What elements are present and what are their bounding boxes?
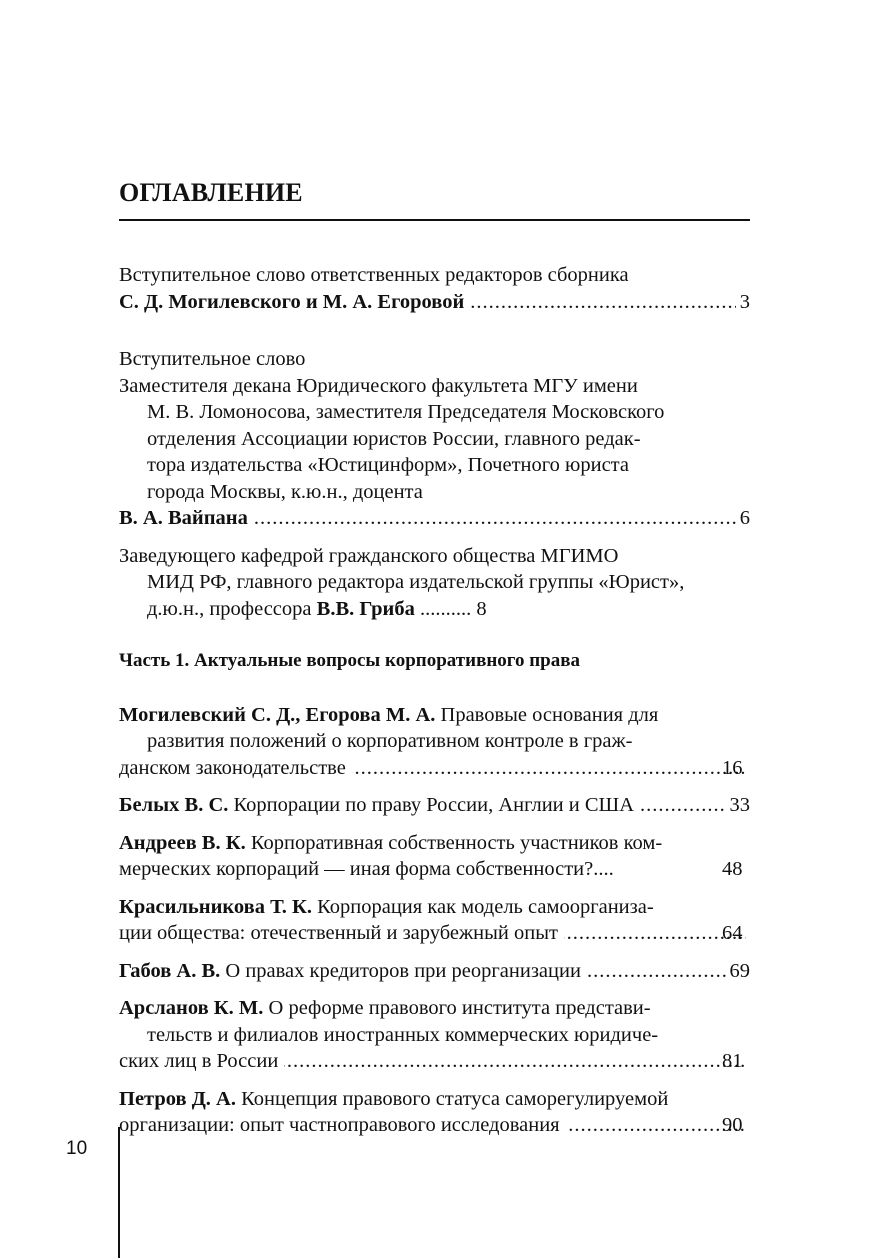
- entry-text-line: города Москвы, к.ю.н., доцента: [147, 480, 423, 503]
- entry-last-line: ции общества: отечественный и зарубежный опыт ..... 64: [147, 920, 750, 947]
- entry-author: С. Д. Могилевского и М. А. Егоровой: [119, 290, 465, 313]
- entry-text-line: Правовые основания для: [440, 703, 659, 726]
- toc-entry: [119, 894, 750, 947]
- dot-leader: [587, 958, 726, 985]
- dot-leader: [284, 1048, 746, 1075]
- entry-page-number: 3: [739, 290, 750, 313]
- dot-leader: [640, 792, 725, 819]
- toc-entry: [119, 830, 750, 883]
- entry-last-line: организации: опыт частноправового исследования ..... 90: [147, 1112, 750, 1139]
- entry-text-line: Корпорации по праву России, Англии и США: [233, 794, 635, 816]
- entry-last-line: [119, 289, 750, 316]
- dot-leader: [254, 505, 736, 532]
- dot-leader: [564, 920, 746, 947]
- entry-text-line: О реформе правового института представи-: [268, 997, 651, 1019]
- toc-entry-editors-intro: [119, 262, 750, 315]
- entry-author: Петров Д. А.: [119, 1087, 236, 1110]
- dot-leader: [566, 1112, 746, 1139]
- entry-text-line: Корпорация как модель самоорганиза-: [317, 895, 654, 918]
- entry-author: Могилевский С. Д., Егорова М. А.: [119, 703, 436, 726]
- entry-author: Арсланов К. М.: [119, 997, 264, 1019]
- toc-entry: [119, 995, 750, 1075]
- entry-text-line: ции общества: отечественный и зарубежный опыт: [119, 922, 558, 944]
- dot-leader: [352, 755, 746, 782]
- entry-text-line: ских лиц в России: [119, 1050, 279, 1072]
- entry-text-line: Заместителя декана Юридического факультета МГУ имени: [119, 374, 638, 397]
- entry-page-number: 8: [476, 597, 487, 620]
- entry-text-line: организации: опыт частноправового исследования: [119, 1114, 560, 1136]
- entry-hanging-block: [119, 373, 750, 506]
- entry-text-line: Концепция правового статуса саморегулируемой: [241, 1087, 669, 1110]
- toc-entry-intro-second: [119, 543, 750, 623]
- entry-title: Вступительное слово: [119, 348, 306, 370]
- entry-text-line: М. В. Ломоносова, заместителя Председателя Московского: [147, 401, 665, 423]
- entry-last-line: ских лиц в России ..... 81: [147, 1048, 750, 1075]
- entry-last-line: данском законодательстве ..... 16: [147, 755, 750, 782]
- toc-entry: [119, 958, 750, 985]
- entry-text-line: данском законодательстве: [119, 756, 346, 779]
- entry-last-line: мерческих корпораций — иная форма собственности?.... 48: [147, 856, 750, 883]
- entry-text-line: мерческих корпораций — иная форма собственности?....: [119, 858, 614, 880]
- toc-entry-intro-word: [119, 346, 750, 532]
- dot-leader: ..........: [419, 597, 472, 620]
- page-number: 10: [66, 1138, 88, 1159]
- entry-text-line: МИД РФ, главного редактора издательской группы «Юрист»,: [147, 571, 685, 593]
- page-title: ОГЛАВЛЕНИЕ: [119, 178, 303, 207]
- entry-text-line: развития положений о корпоративном контроле в граж-: [147, 730, 633, 752]
- table-of-contents: [119, 262, 750, 1139]
- toc-entry: [119, 792, 750, 819]
- heading-divider: [119, 219, 750, 221]
- entry-text-line: О правах кредиторов при реорганизации: [225, 959, 581, 982]
- entry-text-line: Вступительное слово ответственных редакторов сборника: [119, 264, 629, 286]
- entry-author: Красильникова Т. К.: [119, 895, 312, 918]
- entry-page-number: 6: [739, 507, 750, 529]
- entry-page-number: 69: [729, 959, 750, 982]
- entry-text-line: отделения Ассоциации юристов России, главного редак-: [147, 427, 641, 450]
- entry-author: Белых В. С.: [119, 794, 229, 816]
- entry-text-line: Корпоративная собственность участников ком-: [250, 831, 663, 854]
- entry-text-line: тора издательства «Юстицинформ», Почетного юриста: [147, 454, 629, 476]
- dot-leader: [470, 289, 735, 316]
- entry-author: В. А. Вайпана: [119, 507, 248, 529]
- part-title: Часть 1. Актуальные вопросы корпоративного права: [119, 650, 580, 671]
- entry-author: Габов А. В.: [119, 959, 221, 982]
- entry-text-line: тельств и филиалов иностранных коммерческих юридиче-: [147, 1023, 659, 1046]
- entry-last-line: [119, 505, 750, 532]
- entry-author: Андреев В. К.: [119, 831, 246, 854]
- entry-page-number: 33: [729, 794, 750, 816]
- entry-author: В.В. Гриба: [316, 597, 415, 620]
- toc-entry: [119, 1086, 750, 1139]
- entry-text-line: Заведующего кафедрой гражданского общества МГИМО: [119, 544, 619, 567]
- margin-rule: [118, 1127, 120, 1258]
- toc-entry: [119, 702, 750, 782]
- entry-text-line: д.ю.н., профессора: [147, 597, 312, 620]
